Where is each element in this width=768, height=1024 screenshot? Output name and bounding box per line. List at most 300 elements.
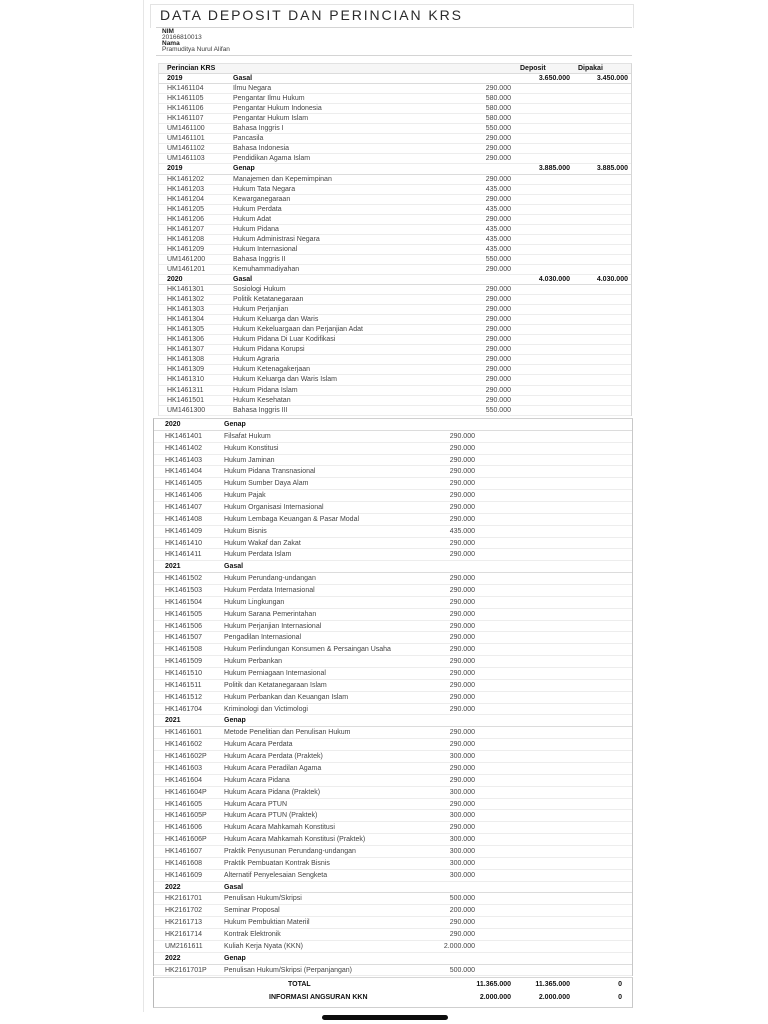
course-code: HK1461410 xyxy=(165,539,202,547)
course-code: HK1461608 xyxy=(165,859,202,867)
course-row xyxy=(154,870,632,882)
course-row xyxy=(154,727,632,739)
course-name: Bahasa Inggris III xyxy=(233,406,288,414)
course-row xyxy=(159,406,631,416)
semester-row xyxy=(159,74,631,84)
course-amount: 290.000 xyxy=(449,480,475,488)
course-amount: 290.000 xyxy=(449,670,475,678)
semester-term: Genap xyxy=(233,165,255,173)
course-amount: 290.000 xyxy=(485,396,511,404)
course-amount: 300.000 xyxy=(449,836,475,844)
nim-value: 20166810013 xyxy=(162,34,202,41)
course-name: Hukum Wakaf dan Zakat xyxy=(224,539,301,547)
course-name: Sosiologi Hukum xyxy=(233,286,286,294)
course-name: Hukum Sarana Pemerintahan xyxy=(224,610,317,618)
course-row xyxy=(154,775,632,787)
course-row xyxy=(154,549,632,561)
course-name: Kontrak Elektronik xyxy=(224,930,281,938)
course-code: HK1461411 xyxy=(165,551,202,559)
course-row xyxy=(154,751,632,763)
course-code: HK1461305 xyxy=(167,326,204,334)
course-row xyxy=(154,822,632,834)
semester-term: Genap xyxy=(224,954,246,962)
kkn-installment-balance: 0 xyxy=(618,994,622,1001)
course-row xyxy=(154,573,632,585)
course-row xyxy=(159,255,631,265)
course-row xyxy=(154,680,632,692)
course-amount: 290.000 xyxy=(485,306,511,314)
course-code: HK1461606 xyxy=(165,824,202,832)
total-row xyxy=(154,978,632,991)
course-amount: 290.000 xyxy=(449,681,475,689)
course-amount: 550.000 xyxy=(485,125,511,133)
course-code: HK1461603 xyxy=(165,764,202,772)
course-amount: 290.000 xyxy=(485,356,511,364)
course-row xyxy=(159,84,631,94)
course-row xyxy=(154,656,632,668)
course-code: HK1461502 xyxy=(165,575,202,583)
course-amount: 290.000 xyxy=(449,776,475,784)
semester-term: Gasal xyxy=(233,75,253,83)
course-amount: 290.000 xyxy=(449,622,475,630)
course-amount: 290.000 xyxy=(449,919,475,927)
course-row xyxy=(159,386,631,396)
page-title: DATA DEPOSIT DAN PERINCIAN KRS xyxy=(160,7,463,23)
course-row xyxy=(154,858,632,870)
course-amount: 435.000 xyxy=(449,527,475,535)
course-row xyxy=(154,692,632,704)
course-name: Hukum Konstitusi xyxy=(224,444,279,452)
course-amount: 290.000 xyxy=(449,492,475,500)
course-code: HK1461302 xyxy=(167,296,204,304)
course-name: Politik Ketatanegaraan xyxy=(233,296,304,304)
course-name: Hukum Agraria xyxy=(233,356,280,364)
course-code: HK1461501 xyxy=(167,396,204,404)
course-amount: 290.000 xyxy=(485,366,511,374)
course-amount: 435.000 xyxy=(485,185,511,193)
course-row xyxy=(159,195,631,205)
course-amount: 435.000 xyxy=(485,205,511,213)
course-code: HK1461205 xyxy=(167,205,204,213)
semester-year: 2022 xyxy=(165,954,181,962)
course-name: Politik dan Ketatanegaraan Islam xyxy=(224,681,327,689)
course-amount: 290.000 xyxy=(449,575,475,583)
semester-row xyxy=(154,953,632,965)
course-code: HK1461509 xyxy=(165,658,202,666)
totals-block xyxy=(153,977,633,1008)
course-code: HK1461604 xyxy=(165,776,202,784)
course-code: HK1461311 xyxy=(167,386,204,394)
course-amount: 290.000 xyxy=(485,155,511,163)
course-amount: 290.000 xyxy=(449,658,475,666)
course-amount: 290.000 xyxy=(449,468,475,476)
course-amount: 290.000 xyxy=(485,175,511,183)
course-name: Pengantar Ilmu Hukum xyxy=(233,95,305,103)
course-code: UM1461200 xyxy=(167,255,206,263)
course-amount: 290.000 xyxy=(485,316,511,324)
course-code: UM1461103 xyxy=(167,155,205,163)
course-row xyxy=(159,335,631,345)
course-amount: 290.000 xyxy=(449,551,475,559)
course-code: HK1461512 xyxy=(165,693,202,701)
course-name: Hukum Ketenagakerjaan xyxy=(233,366,311,374)
semester-used: 4.030.000 xyxy=(596,275,628,283)
course-name: Hukum Lembaga Keuangan & Pasar Modal xyxy=(224,515,360,523)
student-info xyxy=(156,27,632,56)
course-name: Kewarganegaraan xyxy=(233,195,291,203)
course-row xyxy=(159,265,631,275)
course-amount: 290.000 xyxy=(485,336,511,344)
course-code: HK1461202 xyxy=(167,175,204,183)
course-row xyxy=(159,235,631,245)
course-amount: 300.000 xyxy=(449,753,475,761)
course-code: HK2161713 xyxy=(165,919,202,927)
course-amount: 290.000 xyxy=(449,587,475,595)
course-row xyxy=(154,621,632,633)
course-name: Hukum Keluarga dan Waris xyxy=(233,316,319,324)
course-name: Hukum Kesehatan xyxy=(233,396,291,404)
course-code: HK1461503 xyxy=(165,587,202,595)
header-used: Dipakai xyxy=(578,65,603,72)
course-name: Hukum Acara Perdata xyxy=(224,741,293,749)
semester-term: Gasal xyxy=(224,563,244,571)
course-code: UM2161611 xyxy=(165,942,203,950)
course-code: HK1461401 xyxy=(165,432,202,440)
course-row xyxy=(159,104,631,114)
semester-deposit: 3.650.000 xyxy=(538,75,570,83)
course-row xyxy=(159,355,631,365)
course-row xyxy=(159,185,631,195)
course-row xyxy=(154,917,632,929)
course-row xyxy=(159,154,631,164)
course-name: Hukum Pidana Transnasional xyxy=(224,468,316,476)
course-row xyxy=(154,810,632,822)
course-row xyxy=(154,893,632,905)
course-code: HK1461408 xyxy=(165,515,202,523)
course-name: Kemuhammadiyahan xyxy=(233,265,300,273)
kkn-installment-used: 2.000.000 xyxy=(538,994,570,1001)
semester-year: 2021 xyxy=(165,563,181,571)
course-name: Hukum Jaminan xyxy=(224,456,275,464)
course-code: HK1461406 xyxy=(165,492,202,500)
course-code: HK1461409 xyxy=(165,527,202,535)
course-amount: 290.000 xyxy=(485,265,511,273)
course-amount: 290.000 xyxy=(449,539,475,547)
course-name: Hukum Perundang-undangan xyxy=(224,575,316,583)
course-name: Pendidikan Agama Islam xyxy=(233,155,311,163)
header-deposit: Deposit xyxy=(520,65,546,72)
semester-year: 2021 xyxy=(165,717,181,725)
total-balance: 0 xyxy=(618,981,622,988)
course-code: HK1461301 xyxy=(167,286,204,294)
course-name: Pancasila xyxy=(233,135,264,143)
course-code: HK2161714 xyxy=(165,930,202,938)
course-name: Pengantar Hukum Islam xyxy=(233,115,309,123)
semester-row xyxy=(154,882,632,894)
course-amount: 290.000 xyxy=(449,504,475,512)
course-name: Hukum Perbankan dan Keuangan Islam xyxy=(224,693,349,701)
course-name: Penulisan Hukum/Skripsi (Perpanjangan) xyxy=(224,966,353,974)
course-amount: 500.000 xyxy=(449,895,475,903)
course-row xyxy=(154,905,632,917)
course-row xyxy=(154,929,632,941)
course-name: Bahasa Indonesia xyxy=(233,145,290,153)
semester-term: Gasal xyxy=(224,883,244,891)
course-name: Kriminologi dan Victimologi xyxy=(224,705,308,713)
course-amount: 290.000 xyxy=(449,705,475,713)
course-row xyxy=(159,295,631,305)
course-row xyxy=(159,375,631,385)
course-amount: 300.000 xyxy=(449,847,475,855)
course-name: Hukum Pidana Islam xyxy=(233,386,298,394)
course-code: HK1461505 xyxy=(165,610,202,618)
course-code: HK1461602 xyxy=(165,741,202,749)
course-code: HK1461511 xyxy=(165,681,202,689)
semester-used: 3.885.000 xyxy=(596,165,628,173)
course-code: UM1461100 xyxy=(167,125,205,133)
course-amount: 290.000 xyxy=(449,432,475,440)
course-name: Praktik Penyusunan Perundang-undangan xyxy=(224,847,356,855)
course-row xyxy=(154,941,632,953)
page-edge-line xyxy=(143,0,144,1012)
course-amount: 290.000 xyxy=(449,729,475,737)
course-amount: 290.000 xyxy=(449,634,475,642)
course-code: HK1461107 xyxy=(167,115,204,123)
course-code: HK1461402 xyxy=(165,444,202,452)
course-code: HK1461203 xyxy=(167,185,204,193)
course-code: HK1461208 xyxy=(167,235,204,243)
course-name: Hukum Sumber Daya Alam xyxy=(224,480,309,488)
course-code: HK1461601 xyxy=(165,729,202,737)
course-name: Hukum Pidana xyxy=(233,225,279,233)
course-code: UM1461300 xyxy=(167,406,206,414)
course-amount: 290.000 xyxy=(485,386,511,394)
course-code: HK1461605P xyxy=(165,812,207,820)
kkn-installment-row xyxy=(154,991,632,1004)
course-code: HK2161702 xyxy=(165,907,202,915)
course-name: Hukum Perjanjian Internasional xyxy=(224,622,322,630)
course-name: Hukum Lingkungan xyxy=(224,598,285,606)
course-row xyxy=(159,245,631,255)
course-name: Hukum Kekeluargaan dan Perjanjian Adat xyxy=(233,326,363,334)
semester-row xyxy=(154,561,632,573)
course-code: HK1461403 xyxy=(165,456,202,464)
course-code: HK1461204 xyxy=(167,195,204,203)
course-amount: 435.000 xyxy=(485,225,511,233)
course-amount: 290.000 xyxy=(449,930,475,938)
course-amount: 300.000 xyxy=(449,859,475,867)
name-label: Nama xyxy=(162,40,180,47)
course-code: HK1461507 xyxy=(165,634,202,642)
course-name: Hukum Internasional xyxy=(233,245,298,253)
semester-year: 2020 xyxy=(165,421,181,428)
course-row xyxy=(159,205,631,215)
course-name: Hukum Perbankan xyxy=(224,658,282,666)
course-amount: 290.000 xyxy=(449,824,475,832)
course-name: Bahasa Inggris I xyxy=(233,125,284,133)
course-row xyxy=(154,668,632,680)
course-row xyxy=(159,345,631,355)
course-amount: 200.000 xyxy=(449,907,475,915)
semester-term: Gasal xyxy=(233,275,253,283)
semester-year: 2020 xyxy=(167,275,183,283)
header-krs: Perincian KRS xyxy=(167,65,216,72)
table-header-row xyxy=(159,64,631,74)
semester-deposit: 4.030.000 xyxy=(538,275,570,283)
course-row xyxy=(154,632,632,644)
course-name: Hukum Perniagaan Internasional xyxy=(224,670,326,678)
course-code: HK1461207 xyxy=(167,225,204,233)
home-indicator xyxy=(322,1015,448,1020)
course-row xyxy=(154,443,632,455)
course-amount: 290.000 xyxy=(449,800,475,808)
course-row xyxy=(159,315,631,325)
course-amount: 290.000 xyxy=(449,764,475,772)
course-code: HK1461609 xyxy=(165,871,202,879)
course-name: Hukum Acara Mahkamah Konstitusi (Praktek) xyxy=(224,836,366,844)
semester-year: 2019 xyxy=(167,75,183,83)
course-row xyxy=(154,478,632,490)
course-row xyxy=(159,396,631,406)
course-amount: 300.000 xyxy=(449,788,475,796)
course-name: Hukum Organisasi Internasional xyxy=(224,504,324,512)
course-code: HK1461605 xyxy=(165,800,202,808)
course-row xyxy=(154,597,632,609)
course-name: Praktik Pembuatan Kontrak Bisnis xyxy=(224,859,330,867)
course-amount: 290.000 xyxy=(485,135,511,143)
course-name: Hukum Pembuktian Materiil xyxy=(224,919,310,927)
course-code: HK2161701P xyxy=(165,966,207,974)
course-amount: 290.000 xyxy=(485,326,511,334)
course-row xyxy=(159,365,631,375)
semester-deposit: 3.885.000 xyxy=(538,165,570,173)
course-name: Manajemen dan Kepemimpinan xyxy=(233,175,332,183)
course-code: HK1461306 xyxy=(167,336,204,344)
course-amount: 435.000 xyxy=(485,245,511,253)
course-code: HK1461508 xyxy=(165,646,202,654)
course-row xyxy=(154,644,632,656)
course-row xyxy=(159,114,631,124)
course-code: UM1461201 xyxy=(167,265,206,273)
krs-table-lower xyxy=(153,418,633,976)
course-name: Hukum Perdata Internasional xyxy=(224,587,315,595)
semester-year: 2019 xyxy=(167,165,183,173)
course-amount: 500.000 xyxy=(449,966,475,974)
course-name: Hukum Acara Peradilan Agama xyxy=(224,764,322,772)
course-name: Metode Penelitian dan Penulisan Hukum xyxy=(224,729,351,737)
course-name: Hukum Acara Mahkamah Konstitusi xyxy=(224,824,335,832)
course-code: HK1461304 xyxy=(167,316,204,324)
course-row xyxy=(154,502,632,514)
name-value: Pramuditya Nurul Alifan xyxy=(162,46,230,53)
krs-table-upper xyxy=(158,63,632,416)
course-amount: 290.000 xyxy=(449,456,475,464)
course-code: HK1461307 xyxy=(167,346,204,354)
course-amount: 290.000 xyxy=(485,215,511,223)
course-code: UM1461101 xyxy=(167,135,205,143)
semester-row xyxy=(159,164,631,174)
course-amount: 290.000 xyxy=(485,296,511,304)
course-amount: 550.000 xyxy=(485,255,511,263)
course-amount: 290.000 xyxy=(485,376,511,384)
course-row xyxy=(159,124,631,134)
course-code: HK1461303 xyxy=(167,306,204,314)
semester-year: 2022 xyxy=(165,883,181,891)
course-name: Hukum Perdata Islam xyxy=(224,551,292,559)
course-row xyxy=(154,526,632,538)
course-name: Seminar Proposal xyxy=(224,907,280,915)
course-code: HK1461506 xyxy=(165,622,202,630)
course-row xyxy=(154,763,632,775)
course-amount: 2.000.000 xyxy=(443,942,475,950)
course-code: HK1461104 xyxy=(167,85,204,93)
course-row xyxy=(154,455,632,467)
course-name: Hukum Perdata xyxy=(233,205,282,213)
course-row xyxy=(154,965,632,977)
course-amount: 300.000 xyxy=(449,871,475,879)
kkn-installment-deposit: 2.000.000 xyxy=(479,994,511,1001)
course-name: Bahasa Inggris II xyxy=(233,255,286,263)
course-amount: 290.000 xyxy=(449,598,475,606)
course-amount: 435.000 xyxy=(485,235,511,243)
course-amount: 290.000 xyxy=(449,646,475,654)
course-name: Hukum Bisnis xyxy=(224,527,267,535)
course-code: HK1461405 xyxy=(165,480,202,488)
course-name: Hukum Acara Perdata (Praktek) xyxy=(224,753,323,761)
course-code: HK1461106 xyxy=(167,105,204,113)
course-row xyxy=(159,144,631,154)
course-code: HK1461602P xyxy=(165,753,207,761)
course-code: HK1461308 xyxy=(167,356,204,364)
course-amount: 290.000 xyxy=(485,85,511,93)
course-name: Kuliah Kerja Nyata (KKN) xyxy=(224,942,303,950)
course-amount: 290.000 xyxy=(449,515,475,523)
course-code: HK1461607 xyxy=(165,847,202,855)
course-row xyxy=(159,94,631,104)
course-amount: 290.000 xyxy=(485,145,511,153)
course-name: Hukum Perjanjian xyxy=(233,306,289,314)
course-amount: 290.000 xyxy=(485,346,511,354)
course-code: UM1461102 xyxy=(167,145,205,153)
course-row xyxy=(159,134,631,144)
semester-term: Genap xyxy=(224,717,246,725)
semester-row xyxy=(154,715,632,727)
course-name: Hukum Pidana Di Luar Kodifikasi xyxy=(233,336,336,344)
course-code: HK1461209 xyxy=(167,245,204,253)
course-name: Hukum Adat xyxy=(233,215,272,223)
course-row xyxy=(154,466,632,478)
course-row xyxy=(154,799,632,811)
course-amount: 580.000 xyxy=(485,115,511,123)
total-used: 11.365.000 xyxy=(535,981,570,988)
course-amount: 290.000 xyxy=(449,444,475,452)
course-row xyxy=(154,538,632,550)
course-row xyxy=(154,834,632,846)
course-name: Pengantar Hukum Indonesia xyxy=(233,105,322,113)
course-code: HK1461407 xyxy=(165,504,202,512)
course-code: HK1461604P xyxy=(165,788,207,796)
course-name: Hukum Administrasi Negara xyxy=(233,235,320,243)
course-amount: 300.000 xyxy=(449,812,475,820)
course-code: HK1461206 xyxy=(167,215,204,223)
course-row xyxy=(154,609,632,621)
course-amount: 290.000 xyxy=(449,610,475,618)
course-row xyxy=(154,787,632,799)
semester-used: 3.450.000 xyxy=(596,75,628,83)
course-name: Alternatif Penyelesaian Sengketa xyxy=(224,871,328,879)
semester-row xyxy=(159,275,631,285)
semester-row xyxy=(154,419,632,431)
